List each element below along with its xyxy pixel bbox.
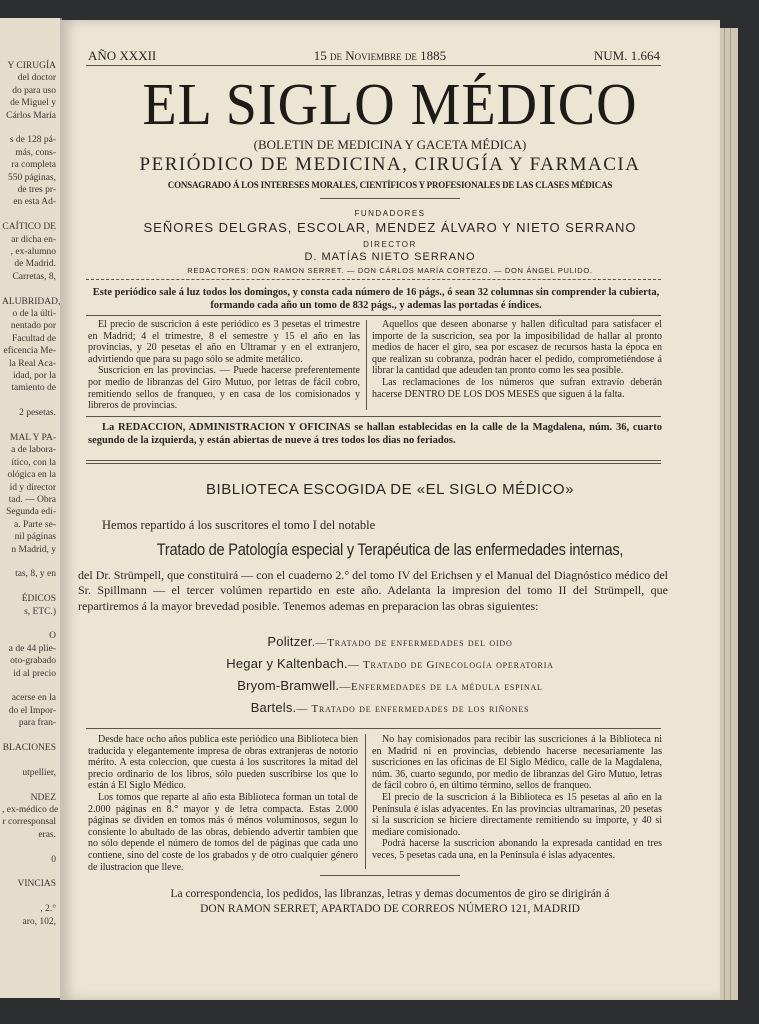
facing-page-line: id y director <box>9 482 56 493</box>
facing-page-line: acerse en la <box>11 693 56 704</box>
facing-page-line: , ex-médico de <box>2 805 59 815</box>
biblioteca-heading: BIBLIOTECA ESCOGIDA DE «EL SIGLO MÉDICO» <box>206 481 574 498</box>
issue-number: NUM. 1.664 <box>593 48 660 63</box>
facing-page-line: Facultad de <box>11 333 56 344</box>
biblioteca-price: El precio de la suscricion á la Biblioteca es 15 pesetas al año en la Península é islas adyacentes. En las provincias ultramarinas, 20 pesetas si la suscricion se hiciere directamente remitiendo su importe, y 40 si mediare comisionado. <box>372 791 662 838</box>
facing-page-line: aro, 102, <box>22 916 56 927</box>
facing-page-line: ar dicha en- <box>11 234 56 245</box>
facing-page-line: r corresponsal <box>2 817 56 828</box>
facing-page-line: 2 pesetas. <box>19 408 56 419</box>
director-label: DIRECTOR <box>363 240 417 249</box>
facing-page-line: idad, por la <box>12 371 56 381</box>
work-title: —Tratado de enfermedades del oido <box>315 637 513 649</box>
work-item <box>60 656 720 672</box>
masthead-consagrado: CONSAGRADO Á LOS INTERESES MORALES, CIENTÍFICOS Y PROFESIONALES DE LAS CLASES MÉDICAS <box>167 180 613 190</box>
facing-page <box>0 18 62 998</box>
facing-page-line: Cárlos María <box>6 110 56 121</box>
masthead-tagline: PERIÓDICO DE MEDICINA, CIRUGÍA Y FARMACIA <box>139 154 641 175</box>
biblioteca-intro: Hemos repartido á los suscritores el tomo I del notable <box>102 518 376 532</box>
facing-page-line: Carretas, 8, <box>12 271 56 282</box>
biblioteca-description: Desde hace ocho años publica este periódico una Biblioteca bien traducida y elegantemente impresa de obras extranjeras de notorio mérito. A esta coleccion, que cuesta á los suscritores la mitad del precio ordinario de los libros, sólo pueden suscribirse los que lo están á El Siglo Médico. <box>88 734 358 792</box>
facing-page-line: nentado por <box>10 321 56 332</box>
director-name: D. MATÍAS NIETO SERRANO <box>304 251 476 263</box>
subscription-claims: Las reclamaciones de los números que sufran extravío deberán hacerse DENTRO DE LOS DOS MESES que siguen á la falta. <box>372 376 662 400</box>
facing-page-line: O <box>49 631 56 642</box>
facing-page-line: a. Parte se- <box>14 519 56 530</box>
facing-page-line: do el Impor- <box>8 705 56 716</box>
facing-page-line: ALUBRIDAD, <box>2 296 61 307</box>
facing-page-line: VINCIAS <box>17 879 56 890</box>
work-item <box>60 634 720 650</box>
facing-page-line: a de labora- <box>11 445 56 456</box>
facing-page-line: , ex-alumno <box>10 247 56 257</box>
biblioteca-column-right <box>372 734 662 862</box>
facing-page-line: utpellier, <box>22 767 56 778</box>
redactores: REDACTORES: DON RAMON SERRET. — DON CÁRLOS MARÍA CORTEZO. — DON ÁNGEL PULIDO. <box>187 266 593 275</box>
work-title: —Enfermedades de la médula espinal <box>339 681 543 693</box>
facing-page-line: tad. — Obra <box>8 495 56 505</box>
masthead-subtitle: (BOLETIN DE MEDICINA Y GACETA MÉDICA) <box>253 137 527 152</box>
treatise-title: Tratado de Patología especial y Terapéutica de las enfermedades internas, <box>156 540 624 559</box>
work-title: — Tratado de enfermedades de los riñones <box>296 703 530 715</box>
facing-page-line: Segunda edi- <box>6 507 56 518</box>
issue-year: AÑO XXXII <box>88 48 157 63</box>
facing-page-line: s de 128 pá- <box>9 135 56 146</box>
subscription-price: El precio de suscricion á este periódico es 3 pesetas el trimestre en Madrid; 4 el trimestre, 8 el semestre y 15 el año en las provincias, y 20 pesetas el año en Ultramar y en el extranjero, advirtiendo que para su pago sólo se admite metálico. <box>88 319 360 365</box>
facing-page-line: de Madrid. <box>14 259 56 270</box>
footer-correspondence: La correspondencia, los pedidos, las libranzas, letras y demas documentos de giro se dirigirán á <box>170 888 610 900</box>
work-author: Bryom-Bramwell. <box>237 678 340 693</box>
facing-page-line: o de la últi- <box>12 309 56 319</box>
work-author: Hegar y Kaltenbach. <box>226 656 348 671</box>
facing-page-line: la Real Aca- <box>9 358 56 369</box>
fundadores-label: FUNDADORES <box>354 209 426 218</box>
facing-page-line: ra completa <box>11 160 56 171</box>
facing-page-line: de tres pr- <box>17 185 56 195</box>
facing-page-line: a de 44 plie- <box>8 643 56 654</box>
issue-date: 15 de Noviembre de 1885 <box>313 48 447 63</box>
facing-page-line: ÉDICOS <box>21 594 56 605</box>
facing-page-line: en esta Ad- <box>13 197 56 208</box>
facing-page-line: , 2.° <box>40 904 56 915</box>
facing-page-line: del doctor <box>17 73 56 84</box>
facing-page-line: de Miguel y <box>10 98 56 109</box>
biblioteca-volumes: Los tomos que reparte al año esta Biblioteca forman un total de 2.000 páginas en 8.° mayor y de letra compacta. Estas 2.000 páginas se dividen en tomos más ó ménos voluminosos, segun lo consiente lo abultado de las obras, debiendo advertir tambien que no sólo depende el número de tomos del de páginas que cada uno contiene, sino del coste de los grabados y de otro cualquier género de ilustracion que lleve. <box>88 791 358 873</box>
facing-page-line: más, cons- <box>15 147 56 158</box>
facing-page-line: id al precio <box>13 668 56 679</box>
newspaper-page <box>60 20 720 1000</box>
work-title: — Tratado de Ginecología operatoria <box>347 659 554 671</box>
work-author: Politzer. <box>267 634 316 649</box>
facing-page-line: NDEZ <box>30 792 56 803</box>
facing-page-line: para fran- <box>18 718 56 729</box>
facing-page-line: 0 <box>51 854 56 865</box>
facing-page-line: 550 páginas, <box>7 172 56 183</box>
work-item <box>60 700 720 716</box>
biblioteca-body: del Dr. Strümpell, que constituirá — con el cuaderno 2.° del tomo IV del Erichsen y el Manual del Diagnóstico médico del Sr. Spillmann — el tercer volúmen repartido en este año. Adelanta la impresion del tomo II del Strümpell, que repartiremos á la mayor brevedad posible. Tenemos ademas en preparacion las obras siguientes: <box>78 568 668 613</box>
fundadores-names: SEÑORES DELGRAS, ESCOLAR, MENDEZ ÁLVARO Y NIETO SERRANO <box>143 220 637 235</box>
facing-page-line: BLACIONES <box>2 743 56 753</box>
facing-page-line: Y CIRUGÍA <box>7 61 56 71</box>
publication-notice: Este periódico sale á luz todos los domingos, y consta cada número de 16 págs., ó sean 32 columnas sin comprender la cubierta, formando cada año un tomo de 832 págs., y ademas las portadas é índices. <box>92 287 660 311</box>
footer-address: DON RAMON SERRET, APARTADO DE CORREOS NÚMERO 121, MADRID <box>200 903 580 915</box>
redaccion-notice: La REDACCION, ADMINISTRACION Y OFICINAS se hallan establecidas en la calle de la Magdalena, núm. 36, cuarto segundo de la izquierda, y están abiertas de nueve á tres todos los dias no feriados. <box>88 422 662 446</box>
facing-page-line: do para uso <box>12 85 56 96</box>
subscription-difficulty: Aquellos que deseen abonarse y hallen dificultad para satisfacer el importe de la suscricion, sea por la imposibilidad de hallar al pronto medios de hacer el giro, sea por escasez de recursos hasta la época en que realizan su cobranza, podrán hacer el pedido, comprometiéndose á librar la cantidad que adeuden tan pronto como les sea posible. <box>372 319 662 377</box>
facing-page-line: tas, 8, y en <box>15 569 56 580</box>
facing-page-line: ológica en la <box>7 470 56 481</box>
subscription-column-right <box>372 319 662 400</box>
biblioteca-column-left <box>88 734 358 873</box>
facing-page-line: ítico, con la <box>11 457 56 468</box>
facing-page-line: n Madrid, y <box>11 544 56 555</box>
facing-page-line: MAL Y PA- <box>9 433 56 443</box>
work-item <box>60 678 720 694</box>
facing-page-line: tamiento de <box>11 383 56 394</box>
biblioteca-commission: No hay comisionados para recibir las suscriciones á la Biblioteca ni en Madrid ni en provincias, debiendo hacerse necesariamente las suscriciones en las oficinas de El Siglo Médico, calle de la Magdalena, núm. 36, cuarto segundo, por medio de libranzas del Giro Mutuo, letras de fácil cobro ó, en último término, sellos de franqueo. <box>372 734 662 792</box>
facing-page-line: s, ETC.) <box>24 606 56 617</box>
facing-page-line: CAÍTICO DE <box>2 222 56 233</box>
facing-page-line: eficencia Me- <box>3 346 56 357</box>
facing-page-line: eras. <box>38 829 56 840</box>
work-author: Bartels. <box>250 700 297 715</box>
subscription-provinces: Suscricion en las provincias. — Puede hacerse preferentemente por medio de libranzas del Giro Mutuo, por letras de fácil cobro, remitiendo sellos de franqueo, y en casa de los comisionados y libreros de provincias. <box>88 365 360 412</box>
masthead-title: EL SIGLO MÉDICO <box>142 72 638 138</box>
facing-page-line: nil páginas <box>14 532 56 543</box>
facing-page-line: oto-grabado <box>10 656 56 667</box>
biblioteca-installments: Podrá hacerse la suscricion abonando la expresada cantidad en tres veces, 5 pesetas cada una, en la Península é islas adyacentes. <box>372 838 662 861</box>
subscription-column-left <box>88 319 360 412</box>
